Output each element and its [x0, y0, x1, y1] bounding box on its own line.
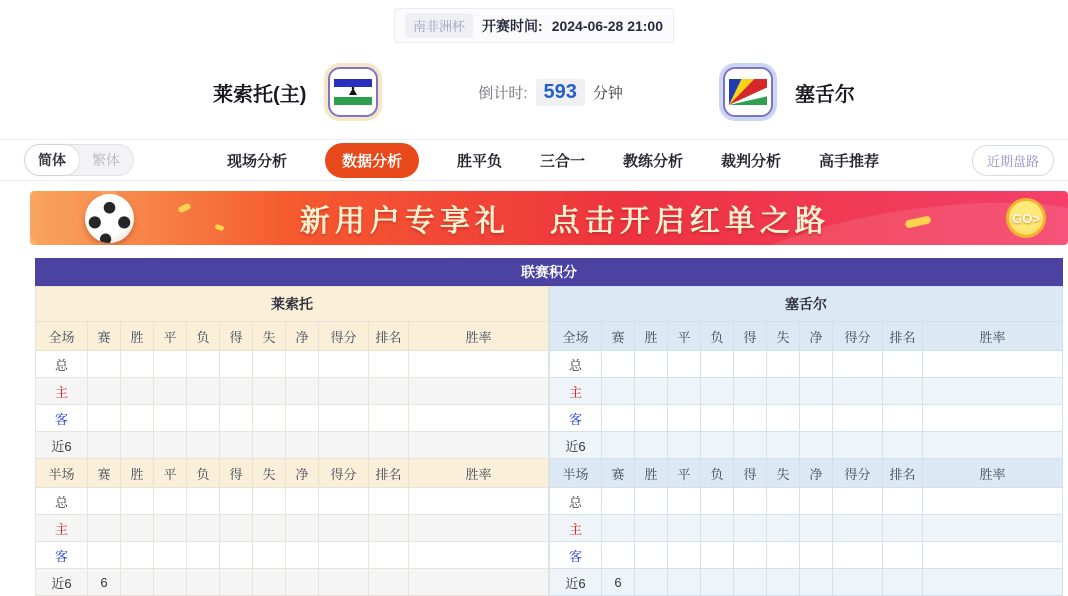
table-row — [550, 405, 1063, 432]
away-team-name-cell: 塞舌尔 — [550, 287, 1063, 322]
stat-cell — [253, 542, 286, 569]
stat-cell — [409, 542, 549, 569]
stat-cell — [923, 378, 1063, 405]
stat-cell — [121, 432, 154, 459]
banner-headline — [300, 196, 830, 240]
away-team-table — [549, 286, 1063, 596]
nav-tabs — [134, 143, 972, 178]
stat-cell — [767, 351, 800, 378]
stat-cell — [121, 378, 154, 405]
go-button[interactable]: GO> — [1006, 198, 1046, 238]
stat-cell — [286, 542, 319, 569]
row-label: 总 — [36, 351, 88, 378]
stat-cell — [88, 432, 121, 459]
table-row — [36, 542, 549, 569]
stat-cell — [800, 405, 833, 432]
stat-cell — [883, 569, 923, 596]
column-header: 得 — [220, 459, 253, 488]
stat-cell — [286, 488, 319, 515]
stat-cell — [923, 405, 1063, 432]
stat-cell — [220, 488, 253, 515]
stat-cell — [635, 542, 668, 569]
stat-cell — [286, 515, 319, 542]
stat-cell — [668, 405, 701, 432]
stat-cell — [800, 569, 833, 596]
stat-cell — [883, 488, 923, 515]
table-row — [550, 488, 1063, 515]
stat-cell — [319, 542, 369, 569]
row-label: 总 — [550, 351, 602, 378]
home-half-columns-row — [36, 459, 549, 488]
stat-cell — [187, 378, 220, 405]
stat-cell — [88, 405, 121, 432]
row-label: 主 — [36, 515, 88, 542]
table-row — [36, 405, 549, 432]
promo-banner[interactable] — [30, 191, 1068, 245]
away-team-name: 塞舌尔 — [794, 83, 855, 106]
stat-cell — [923, 488, 1063, 515]
stat-cell — [668, 351, 701, 378]
stat-cell — [701, 405, 734, 432]
row-label: 近6 — [550, 569, 602, 596]
column-header: 胜率 — [923, 459, 1063, 488]
tab-live-analysis[interactable]: 现场分析 — [226, 152, 287, 170]
language-toggle[interactable] — [24, 144, 134, 176]
column-header: 平 — [154, 322, 187, 351]
column-header: 排名 — [369, 459, 409, 488]
table-row — [550, 432, 1063, 459]
stat-cell — [154, 405, 187, 432]
stat-cell — [635, 432, 668, 459]
stat-cell — [734, 488, 767, 515]
column-header: 负 — [187, 322, 220, 351]
stat-cell — [286, 405, 319, 432]
lang-simplified-option[interactable]: 简体 — [25, 145, 79, 175]
stat-cell — [833, 378, 883, 405]
stat-cell — [369, 351, 409, 378]
stat-cell — [409, 569, 549, 596]
column-header: 净 — [286, 322, 319, 351]
stat-cell — [319, 432, 369, 459]
row-label: 主 — [550, 378, 602, 405]
stat-cell — [602, 515, 635, 542]
stat-cell — [154, 351, 187, 378]
away-team-group — [723, 67, 855, 117]
stat-cell — [668, 432, 701, 459]
column-header: 失 — [767, 322, 800, 351]
stat-cell — [286, 432, 319, 459]
column-header: 半场 — [36, 459, 88, 488]
row-label: 近6 — [36, 432, 88, 459]
table-title: 联赛积分 — [35, 258, 1063, 286]
stat-cell — [734, 351, 767, 378]
column-header: 排名 — [369, 322, 409, 351]
stat-cell — [767, 569, 800, 596]
column-header: 胜 — [121, 459, 154, 488]
countdown-value: 593 — [536, 79, 585, 106]
column-header: 胜 — [635, 459, 668, 488]
stat-cell — [286, 378, 319, 405]
stat-cell — [319, 378, 369, 405]
column-header: 失 — [253, 322, 286, 351]
stat-cell — [121, 542, 154, 569]
row-label: 主 — [550, 515, 602, 542]
stat-cell — [369, 488, 409, 515]
stat-cell — [253, 488, 286, 515]
stat-cell — [253, 515, 286, 542]
stat-cell — [701, 569, 734, 596]
table-row — [36, 515, 549, 542]
stat-cell — [220, 405, 253, 432]
column-header: 赛 — [602, 322, 635, 351]
stat-cell — [767, 432, 800, 459]
stat-cell — [923, 542, 1063, 569]
row-label: 客 — [550, 542, 602, 569]
stat-cell — [121, 569, 154, 596]
stat-cell — [253, 432, 286, 459]
stat-cell — [88, 542, 121, 569]
row-label: 主 — [36, 378, 88, 405]
table-row — [550, 569, 1063, 596]
soccer-ball-icon — [85, 194, 134, 243]
stat-cell — [833, 488, 883, 515]
stat-cell — [154, 488, 187, 515]
stat-cell — [154, 542, 187, 569]
league-badge: 南非洲杯 — [405, 13, 473, 38]
stat-cell — [369, 542, 409, 569]
stat-cell — [187, 569, 220, 596]
stat-cell — [668, 569, 701, 596]
stat-cell — [883, 515, 923, 542]
stat-cell — [253, 378, 286, 405]
stat-cell: 6 — [602, 569, 635, 596]
column-header: 得 — [220, 322, 253, 351]
tab-data-analysis[interactable]: 数据分析 — [325, 143, 419, 178]
stat-cell — [220, 351, 253, 378]
stat-cell — [286, 351, 319, 378]
kickoff-time: 2024-06-28 21:00 — [551, 17, 663, 34]
stat-cell — [88, 351, 121, 378]
stat-cell — [833, 432, 883, 459]
stat-cell — [319, 351, 369, 378]
countdown-label: 倒计时: — [478, 84, 528, 102]
stat-cell — [409, 351, 549, 378]
stat-cell — [253, 351, 286, 378]
stat-cell — [369, 378, 409, 405]
stat-cell — [409, 515, 549, 542]
stat-cell — [668, 488, 701, 515]
kickoff-box — [394, 8, 674, 43]
column-header: 净 — [800, 322, 833, 351]
stat-cell — [800, 542, 833, 569]
column-header: 得分 — [319, 459, 369, 488]
home-team-name: 莱索托(主) — [213, 83, 307, 106]
table-row — [36, 488, 549, 515]
column-header: 胜 — [121, 322, 154, 351]
table-row — [550, 515, 1063, 542]
stat-cell — [602, 542, 635, 569]
column-header: 平 — [154, 459, 187, 488]
stat-cell — [668, 542, 701, 569]
stat-cell — [635, 488, 668, 515]
stat-cell — [187, 488, 220, 515]
column-header: 排名 — [883, 459, 923, 488]
away-team-header-row — [550, 287, 1063, 322]
column-header: 得 — [734, 322, 767, 351]
column-header: 胜率 — [923, 322, 1063, 351]
stat-cell — [602, 488, 635, 515]
row-label: 客 — [550, 405, 602, 432]
kickoff-label: 开赛时间: — [482, 17, 543, 34]
stat-cell — [701, 378, 734, 405]
stat-cell — [923, 515, 1063, 542]
column-header: 负 — [701, 322, 734, 351]
tab-win-draw-lose[interactable]: 胜平负 — [456, 152, 502, 170]
table-row — [550, 378, 1063, 405]
table-row — [36, 378, 549, 405]
seychelles-flag-icon — [729, 79, 767, 105]
column-header: 赛 — [88, 459, 121, 488]
stat-cell — [187, 405, 220, 432]
confetti-icon — [214, 224, 224, 232]
tab-expert-recommend[interactable]: 高手推荐 — [819, 152, 880, 170]
column-header: 平 — [668, 459, 701, 488]
banner-headline-part1: 新用户专享礼 — [299, 205, 510, 238]
row-label: 近6 — [36, 569, 88, 596]
home-team-table — [35, 286, 549, 596]
tab-three-in-one[interactable]: 三合一 — [539, 152, 585, 170]
row-label: 客 — [36, 405, 88, 432]
stat-cell — [187, 432, 220, 459]
stat-cell — [369, 515, 409, 542]
column-header: 赛 — [88, 322, 121, 351]
column-header: 净 — [286, 459, 319, 488]
stat-cell — [602, 432, 635, 459]
stat-cell — [319, 488, 369, 515]
stat-cell — [701, 542, 734, 569]
banner-headline-part2: 点击开启红单之路 — [549, 205, 830, 238]
stat-cell — [883, 432, 923, 459]
stat-cell — [220, 569, 253, 596]
away-full-columns-row — [550, 322, 1063, 351]
stat-cell — [734, 542, 767, 569]
stat-cell — [154, 569, 187, 596]
league-tables — [35, 286, 1063, 596]
stat-cell — [701, 351, 734, 378]
column-header: 赛 — [602, 459, 635, 488]
stat-cell — [369, 432, 409, 459]
column-header: 得 — [734, 459, 767, 488]
row-label: 客 — [36, 542, 88, 569]
stat-cell — [833, 542, 883, 569]
stat-cell — [121, 488, 154, 515]
column-header: 胜率 — [409, 459, 549, 488]
stat-cell — [883, 405, 923, 432]
table-row — [36, 351, 549, 378]
column-header: 得分 — [319, 322, 369, 351]
stat-cell — [635, 515, 668, 542]
stat-cell — [187, 542, 220, 569]
stat-cell — [635, 569, 668, 596]
stat-cell — [668, 515, 701, 542]
stat-cell — [409, 378, 549, 405]
stat-cell — [833, 515, 883, 542]
column-header: 排名 — [883, 322, 923, 351]
column-header: 得分 — [833, 322, 883, 351]
home-team-name-cell: 莱索托 — [36, 287, 549, 322]
countdown-unit: 分钟 — [592, 84, 623, 102]
confetti-icon — [177, 203, 191, 214]
home-team-group — [213, 67, 378, 117]
stat-cell — [253, 569, 286, 596]
stat-cell — [701, 488, 734, 515]
stat-cell — [602, 351, 635, 378]
stat-cell — [734, 515, 767, 542]
column-header: 失 — [253, 459, 286, 488]
lang-traditional-option[interactable]: 繁体 — [92, 152, 120, 168]
table-row — [36, 569, 549, 596]
stat-cell — [883, 351, 923, 378]
stat-cell — [701, 432, 734, 459]
stat-cell — [121, 515, 154, 542]
column-header: 全场 — [550, 322, 602, 351]
stat-cell — [668, 378, 701, 405]
stat-cell — [701, 515, 734, 542]
stat-cell — [220, 515, 253, 542]
tab-coach-analysis[interactable]: 教练分析 — [623, 152, 684, 170]
away-half-columns-row — [550, 459, 1063, 488]
stat-cell — [187, 351, 220, 378]
row-label: 总 — [550, 488, 602, 515]
home-team-flag — [328, 67, 378, 117]
stat-cell — [602, 405, 635, 432]
stat-cell — [121, 405, 154, 432]
stat-cell — [833, 569, 883, 596]
stat-cell — [800, 378, 833, 405]
stat-cell — [121, 351, 154, 378]
recent-trend-button[interactable]: 近期盘路 — [972, 145, 1054, 176]
kickoff-strip — [0, 0, 1068, 43]
stat-cell — [409, 488, 549, 515]
stat-cell — [635, 378, 668, 405]
stat-cell — [734, 569, 767, 596]
table-row — [550, 542, 1063, 569]
stat-cell — [319, 515, 369, 542]
home-full-columns-row — [36, 322, 549, 351]
stat-cell — [800, 432, 833, 459]
stat-cell — [833, 405, 883, 432]
stat-cell — [635, 351, 668, 378]
table-row — [36, 432, 549, 459]
countdown — [478, 79, 623, 106]
stat-cell — [767, 378, 800, 405]
lesotho-flag-icon — [334, 79, 372, 105]
row-label: 近6 — [550, 432, 602, 459]
column-header: 净 — [800, 459, 833, 488]
tab-referee-analysis[interactable]: 裁判分析 — [721, 152, 782, 170]
row-label: 总 — [36, 488, 88, 515]
stat-cell: 6 — [88, 569, 121, 596]
column-header: 胜率 — [409, 322, 549, 351]
stat-cell — [734, 378, 767, 405]
column-header: 全场 — [36, 322, 88, 351]
stat-cell — [767, 405, 800, 432]
stat-cell — [88, 515, 121, 542]
column-header: 失 — [767, 459, 800, 488]
stat-cell — [253, 405, 286, 432]
stat-cell — [187, 515, 220, 542]
stat-cell — [154, 378, 187, 405]
stat-cell — [319, 405, 369, 432]
column-header: 平 — [668, 322, 701, 351]
stat-cell — [220, 432, 253, 459]
away-team-flag — [723, 67, 773, 117]
stat-cell — [88, 488, 121, 515]
stat-cell — [409, 432, 549, 459]
stat-cell — [154, 515, 187, 542]
stat-cell — [883, 378, 923, 405]
column-header: 负 — [701, 459, 734, 488]
stat-cell — [734, 405, 767, 432]
home-team-header-row — [36, 287, 549, 322]
stat-cell — [767, 515, 800, 542]
stat-cell — [369, 405, 409, 432]
stat-cell — [883, 542, 923, 569]
stat-cell — [286, 569, 319, 596]
stat-cell — [88, 378, 121, 405]
match-teams-row — [0, 55, 1068, 129]
stat-cell — [602, 378, 635, 405]
stat-cell — [767, 542, 800, 569]
column-header: 负 — [187, 459, 220, 488]
stat-cell — [635, 405, 668, 432]
stat-cell — [319, 569, 369, 596]
stat-cell — [800, 488, 833, 515]
stat-cell — [833, 351, 883, 378]
table-row — [550, 351, 1063, 378]
column-header: 胜 — [635, 322, 668, 351]
nav-bar — [0, 139, 1068, 181]
league-points-section — [35, 258, 1063, 596]
column-header: 得分 — [833, 459, 883, 488]
stat-cell — [369, 569, 409, 596]
stat-cell — [734, 432, 767, 459]
stat-cell — [409, 405, 549, 432]
column-header: 半场 — [550, 459, 602, 488]
stat-cell — [923, 569, 1063, 596]
stat-cell — [923, 351, 1063, 378]
stat-cell — [767, 488, 800, 515]
stat-cell — [800, 351, 833, 378]
stat-cell — [154, 432, 187, 459]
stat-cell — [220, 542, 253, 569]
stat-cell — [220, 378, 253, 405]
stat-cell — [923, 432, 1063, 459]
stat-cell — [800, 515, 833, 542]
